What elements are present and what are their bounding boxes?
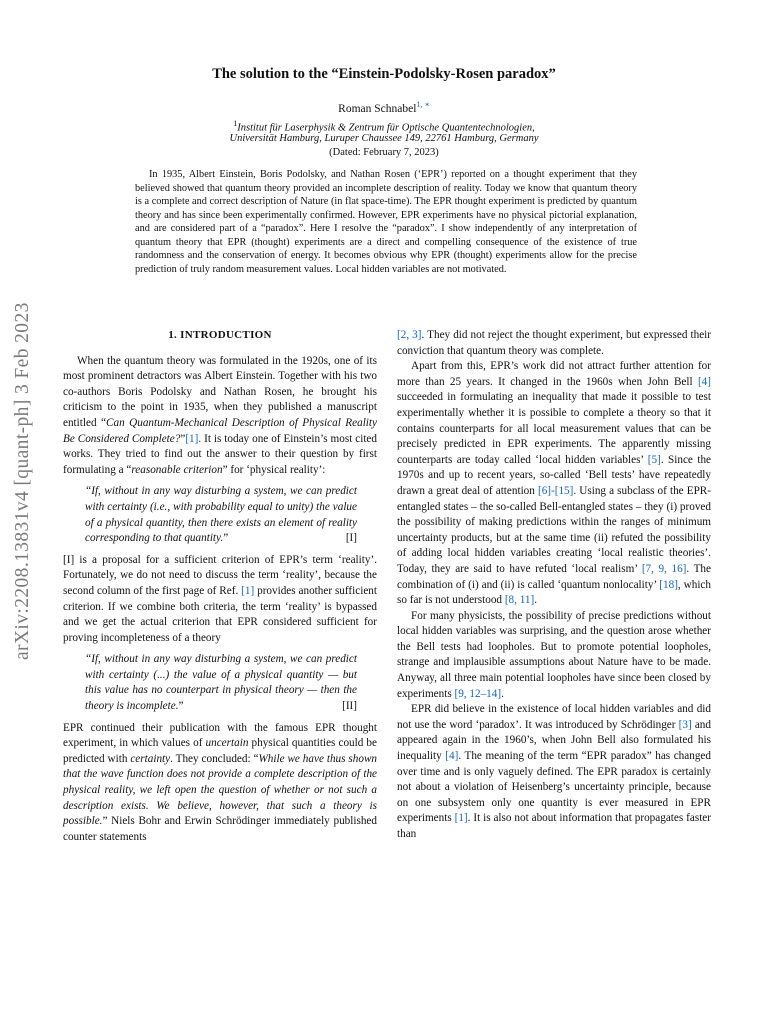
citation-link[interactable]: [1] [241,584,255,597]
text: provides another sufficient criterion. If we combine both criteria, the term ‘reality’ is bypassed and we get the actual criterion that EPR considered sufficient for proving incompleteness of a theory [63,584,377,644]
text: EPR did believe in the existence of local hidden variables and did not use the word ‘paradox’. It was introduced by Schrödinger [397,703,711,731]
paragraph-1 [63,354,377,479]
author-name: Roman Schnabel [338,102,417,115]
quote-text: “If, without in any way disturbing a system, we can predict with certainty (i.e., with probability equal to unity) the value of a physical quantity, then there exists an element of reality corresponding to that quantity. [85,485,357,545]
italic-text: uncertain [205,737,249,750]
text: . They did not reject the thought experiment, but expressed their conviction that quantum theory was complete. [397,329,711,357]
left-column [63,328,377,845]
paper-title: The solution to the “Einstein-Podolsky-Rosen paradox” [212,66,556,82]
text: , which so far is not understood [397,578,711,607]
text: . [534,594,538,607]
text: . Since the 1970s and up to recent years, so-called ‘Bell tests’ have repeatedly drawn a great deal of attention [397,453,712,497]
citation-link[interactable]: [4] [697,375,711,388]
paragraph-continuation [397,328,711,359]
date-line: (Dated: February 7, 2023) [329,147,439,158]
affiliation-line-1 [0,119,768,134]
text: . It is today one of Einstein’s most cited works. They tried to find out the answer to their question by first formulating a “ [63,432,377,476]
text: Apart from this, EPR’s work did not attract further attention for more than 25 years. It changed in the 1960s when John Bell [397,360,711,388]
quote-label: [I] [345,532,357,545]
text: [I] is a proposal for a sufficient criterion of EPR’s term ‘reality’. Fortunately, we do not need to discuss the term ‘reality’, because the second column of the first page of Ref. [63,553,377,597]
citation-link[interactable]: [1] [185,432,199,445]
citation-link[interactable]: [5] [647,453,661,466]
author-line [0,100,768,115]
text: . They concluded: “ [170,752,259,765]
quote-close: ” [178,700,184,713]
text: . The meaning of the term “EPR paradox” has changed over time and is only vaguely defined. The EPR paradox is certainly not about a violation of Heisenberg’s uncertainty principle, because on one subsystem only one quantity is ever measured in EPR experiments [397,750,711,825]
citation-link[interactable]: [7, 9, 16] [641,562,687,575]
italic-quote: While we have thus shown that the wave function does not provide a complete description of the physical reality, we left open the question of whether or not such a description exists. We believe, however, that such a theory is possible. [63,752,377,828]
quote-criterion-II [85,652,357,714]
affiliation-superscript: 1 [233,119,238,128]
text: and appeared again in the 1960’s, when John Bell also formulated his inequality [397,718,711,763]
citation-link[interactable]: [4] [445,750,459,763]
text: For many physicists, the possibility of precise predictions without local hidden variables was surprising, and the question arose whether the Bell tests had loopholes. But to promote potential loopholes, strange and implausible assumptions about Nature have to be made. Anyway, all three main potential loopholes have since been closed by experiments [397,609,711,700]
text: succeeded in formulating an inequality that made it possible to test experimentally whether it is possible to complete a theory so that it contains counterparts for all local measurement values that can be precisely predicted in EPR experiments. The apparently missing counterparts are today called ‘local hidden variables’ [397,391,711,466]
paragraph-bell [397,359,711,609]
paragraph-loopholes [397,609,711,703]
text: ” for ‘physical reality’: [222,463,326,476]
quote-close: ” [223,532,229,545]
text: . It is also not about information that propagates faster than [397,812,711,840]
italic-text: certainty [130,752,171,765]
citation-link[interactable]: [2, 3] [397,329,422,341]
text: . The combination of (i) and (ii) is called ‘quantum nonlocality’ [397,562,711,591]
text: physical quantities could be predicted with [63,737,377,765]
affiliation-line-2: Universität Hamburg, Luruper Chaussee 149, 22761 Hamburg, Germany [229,133,539,144]
paragraph-3 [63,721,377,846]
citation-link[interactable]: [8, 11] [504,594,535,607]
citation-link[interactable]: [6]-[15] [537,484,574,497]
text: ” [180,432,186,445]
citation-link[interactable]: [18] [659,578,678,591]
citation-link[interactable]: [1] [454,812,468,825]
text: . Using a subclass of the EPR-entangled states – the so-called Bell-entangled states – they (i) proved the possibility of making predictions within the ranges of minimum uncertainty products, but at the same time (ii) refuted the possibility of adding local hidden variables creating ‘local realistic theories’. Today, they are said to have refuted ‘local realism’ [397,484,711,575]
text: . [501,687,504,700]
section-heading-introduction: 1. INTRODUCTION [168,329,272,341]
author-superscript[interactable]: 1, ∗ [416,100,430,109]
text: EPR continued their publication with the famous EPR thought experiment, in which values of [63,721,377,750]
arxiv-identifier[interactable]: arXiv:2208.13831v4 [quant-ph] 3 Feb 2023 [12,302,33,660]
quote-criterion-I [85,484,357,546]
text: When the quantum theory was formulated in the 1920s, one of its most prominent detractors was Albert Einstein. Together with his two co-authors Boris Podolsky and Nathan Rosen, he brought his criticism to the point in 1935, when they published a manuscript entitled “ [63,354,377,429]
text: ” Niels Bohr and Erwin Schrödinger immediately published counter statements [63,815,377,843]
abstract: In 1935, Albert Einstein, Boris Podolsky, and Nathan Rosen (‘EPR’) reported on a thought experiment that they believed showed that quantum theory provided an incomplete description of reality. Today we know that quantum theory is a complete and correct description of Nature (in flat space-time). The EPR thought experiment is predicted by quantum theory and has since been experimentally confirmed. However, EPR experiments have no physical pictorial explanation, and are considered part of a “paradox”. Here I resolve the “paradox”. I show independently of any interpretation of quantum theory that EPR (thought) experiments are a direct and compelling consequence of the existence of true randomness and the conservation of energy. It becomes obvious why EPR (thought) experiments allow for the precise prediction of truly random measurement values. Local hidden variables are not motivated. [135,169,637,275]
citation-link[interactable]: [3] [678,718,692,731]
italic-title: Can Quantum-Mechanical Description of Physical Reality Be Considered Complete? [63,416,377,445]
paragraph-2 [63,553,377,647]
paragraph-paradox [397,702,711,842]
citation-link[interactable]: [9, 12–14] [454,687,502,700]
quote-label: [II] [342,700,357,713]
italic-text: reasonable criterion [131,463,223,476]
right-column [397,328,711,843]
affiliation-text-1: Institut für Laserphysik & Zentrum für Optische Quantentechnologien, [237,122,535,134]
quote-text: “If, without in any way disturbing a system, we can predict with certainty (...) the value of a physical quantity — but this value has no counterpart in physical theory — then the theory is incomplete. [85,653,357,713]
